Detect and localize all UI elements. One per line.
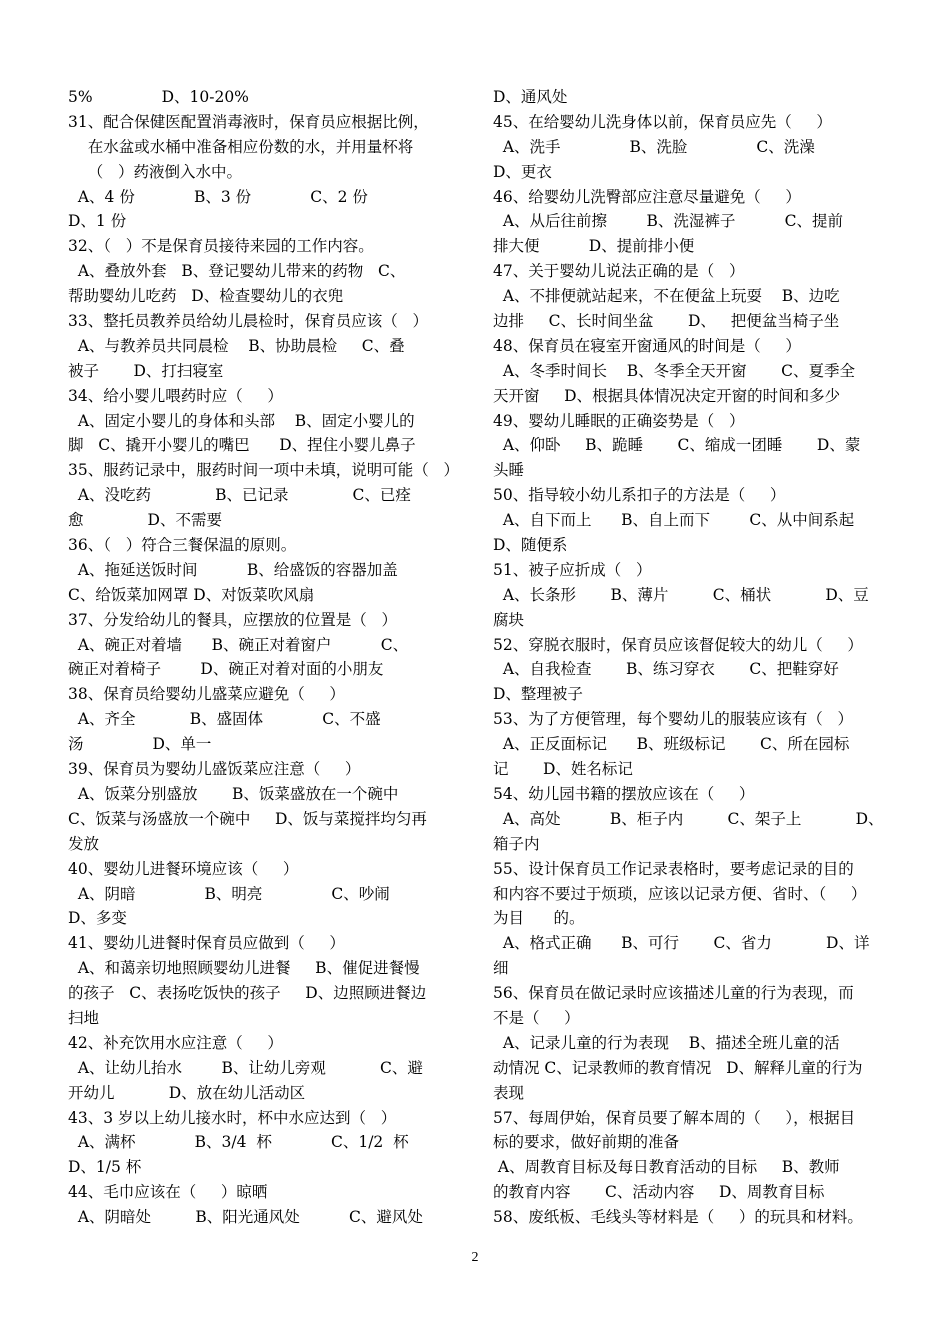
text-line: 排大便 D、提前排小便	[493, 237, 695, 256]
text-line: 5% D、10-20%	[68, 88, 249, 106]
text-line: 腐块	[493, 610, 525, 629]
text-line: A、仰卧 B、跪睡 C、缩成一团睡 D、蒙	[493, 436, 861, 455]
text-line: A、周教育目标及每日教育活动的目标 B、教师	[493, 1158, 840, 1177]
text-line: A、格式正确 B、可行 C、省力 D、详	[493, 934, 870, 953]
text-line: 为目 的。	[493, 909, 585, 928]
text-line: 35、服药记录中，服药时间一项中未填，说明可能（ ）	[68, 461, 460, 480]
text-line: D、通风处	[493, 88, 568, 106]
text-line: 51、被子应折成（ ）	[493, 560, 652, 579]
text-line: 54、幼儿园书籍的摆放应该在（ ）	[493, 784, 755, 803]
text-line: A、记录儿童的行为表现 B、描述全班儿童的活	[493, 1033, 840, 1052]
text-line: 扫地	[68, 1008, 100, 1027]
text-line: D、整理被子	[493, 685, 583, 704]
text-line: 57、每周伊始，保育员要了解本周的（ ），根据目	[493, 1108, 856, 1127]
text-line: A、让幼儿抬水 B、让幼儿旁观 C、避	[68, 1058, 423, 1077]
text-line: 47、关于婴幼儿说法正确的是（ ）	[493, 262, 745, 281]
text-line: 开幼儿 D、放在幼儿活动区	[68, 1083, 306, 1102]
text-line: C、给饭菜加网罩 D、对饭菜吹风扇	[68, 585, 315, 604]
text-line: 的孩子 C、表扬吃饭快的孩子 D、边照顾进餐边	[68, 984, 427, 1003]
text-line: A、自我检查 B、练习穿衣 C、把鞋穿好	[493, 660, 839, 679]
text-line: 31、配合保健医配置消毒液时，保育员应根据比例，	[68, 112, 429, 131]
text-line: A、不排便就站起来，不在便盆上玩耍 B、边吃	[493, 287, 840, 306]
text-line: A、阴暗 B、明亮 C、吵闹	[68, 884, 390, 903]
text-line: A、自下而上 B、自上而下 C、从中间系起	[493, 511, 855, 530]
text-line: 39、保育员为婴幼儿盛饭菜应注意（ ）	[68, 760, 361, 779]
text-line: 汤 D、单一	[68, 735, 212, 754]
text-line: A、没吃药 B、已记录 C、已痊	[68, 486, 411, 505]
text-line: 58、废纸板、毛线头等材料是（ ）的玩具和材料。	[493, 1208, 863, 1227]
text-line: 标的要求，做好前期的准备	[493, 1133, 680, 1152]
text-line: 44、毛巾应该在（ ）晾晒	[68, 1183, 268, 1202]
text-line: A、碗正对着墙 B、碗正对着窗户 C、	[68, 635, 409, 654]
text-line: 头睡	[493, 461, 525, 480]
text-line: 46、给婴幼儿洗臀部应注意尽量避免（ ）	[493, 187, 801, 206]
text-line: 33、整托员教养员给幼儿晨检时，保育员应该（ ）	[68, 312, 429, 331]
text-line: 在水盆或水桶中准备相应份数的水，并用量杯将	[68, 137, 414, 156]
text-line: 碗正对着椅子 D、碗正对着对面的小朋友	[68, 660, 384, 679]
text-line: 脚 C、撬开小婴儿的嘴巴 D、捏住小婴儿鼻子	[68, 436, 416, 455]
text-line: A、正反面标记 B、班级标记 C、所在园标	[493, 735, 850, 754]
text-line: A、高处 B、柜子内 C、架子上 D、	[493, 809, 884, 828]
left-column	[68, 85, 468, 1230]
text-line: D、1 份	[68, 212, 127, 231]
text-line: 55、设计保育员工作记录表格时，要考虑记录的目的	[493, 859, 854, 878]
text-line: A、与教养员共同晨检 B、协助晨检 C、叠	[68, 336, 405, 355]
text-line: A、齐全 B、盛固体 C、不盛	[68, 710, 381, 729]
text-line: 45、在给婴幼儿洗身体以前，保育员应先（ ）	[493, 112, 832, 131]
text-line: 38、保育员给婴幼儿盛菜应避免（ ）	[68, 685, 345, 704]
text-line: 37、分发给幼儿的餐具，应摆放的位置是（ ）	[68, 610, 398, 629]
text-line: A、拖延送饭时间 B、给盛饭的容器加盖	[68, 560, 398, 579]
text-line: 41、婴幼儿进餐时保育员应做到（ ）	[68, 934, 345, 953]
right-column	[493, 85, 893, 1230]
text-line: A、冬季时间长 B、冬季全天开窗 C、夏季全	[493, 361, 855, 380]
text-line: A、4 份 B、3 份 C、2 份	[68, 187, 368, 206]
text-line: 动情况 C、记录教师的教育情况 D、解释儿童的行为	[493, 1058, 863, 1077]
text-line: 50、指导较小幼儿系扣子的方法是（ ）	[493, 486, 786, 505]
text-line: 的教育内容 C、活动内容 D、周教育目标	[493, 1183, 825, 1202]
text-line: 36、（ ）符合三餐保温的原则。	[68, 536, 297, 555]
text-line: 42、补充饮用水应注意（ ）	[68, 1033, 283, 1052]
page-number: 2	[471, 1250, 479, 1265]
text-line: D、多变	[68, 909, 127, 928]
text-line: 48、保育员在寝室开窗通风的时间是（ ）	[493, 336, 801, 355]
text-line: 发放	[68, 834, 100, 853]
text-line: D、1/5 杯	[68, 1158, 142, 1177]
text-line: 34、给小婴儿喂药时应（ ）	[68, 386, 283, 405]
text-line: 43、3 岁以上幼儿接水时，杯中水应达到（ ）	[68, 1108, 397, 1127]
text-line: 被子 D、打扫寝室	[68, 361, 224, 380]
text-line: 边排 C、长时间坐盆 D、 把便盆当椅子坐	[493, 312, 840, 331]
text-line: D、更衣	[493, 162, 552, 181]
text-line: 天开窗 D、根据具体情况决定开窗的时间和多少	[493, 386, 841, 405]
text-line: A、和蔼亲切地照顾婴幼儿进餐 B、催促进餐慢	[68, 959, 420, 978]
text-line: A、饭菜分别盛放 B、饭菜盛放在一个碗中	[68, 784, 399, 803]
text-line: 40、婴幼儿进餐环境应该（ ）	[68, 859, 299, 878]
text-line: 帮助婴幼儿吃药 D、检查婴幼儿的衣兜	[68, 287, 344, 306]
text-line: 不是（ ）	[493, 1008, 580, 1027]
text-line: D、随便系	[493, 536, 568, 555]
text-line: 32、（ ）不是保育员接待来园的工作内容。	[68, 237, 374, 256]
text-line: 53、为了方便管理，每个婴幼儿的服装应该有（ ）	[493, 710, 854, 729]
text-line: A、阴暗处 B、阳光通风处 C、避风处	[68, 1208, 423, 1227]
text-line: 表现	[493, 1083, 525, 1102]
text-line: 和内容不要过于烦琐，应该以记录方便、省时、（ ）	[493, 884, 867, 903]
text-line: A、从后往前擦 B、洗湿裤子 C、提前	[493, 212, 843, 231]
text-line: 49、婴幼儿睡眠的正确姿势是（ ）	[493, 411, 745, 430]
text-line: 记 D、姓名标记	[493, 760, 633, 779]
text-line: A、叠放外套 B、登记婴幼儿带来的药物 C、	[68, 262, 406, 281]
text-line: 56、保育员在做记录时应该描述儿童的行为表现，而	[493, 984, 854, 1003]
text-line: 愈 D、不需要	[68, 511, 222, 530]
text-line: （ ）药液倒入水中。	[68, 162, 242, 181]
text-line: A、固定小婴儿的身体和头部 B、固定小婴儿的	[68, 411, 415, 430]
text-line: 箱子内	[493, 834, 540, 853]
text-line: A、洗手 B、洗脸 C、洗澡	[493, 137, 815, 156]
text-line: A、满杯 B、3/4 杯 C、1/2 杯	[68, 1133, 409, 1152]
text-line: 52、穿脱衣服时，保育员应该督促较大的幼儿（ ）	[493, 635, 863, 654]
text-line: C、饭菜与汤盛放一个碗中 D、饭与菜搅拌均匀再	[68, 809, 427, 828]
text-line: 细	[493, 959, 509, 978]
text-line: A、长条形 B、薄片 C、桶状 D、豆	[493, 585, 869, 604]
